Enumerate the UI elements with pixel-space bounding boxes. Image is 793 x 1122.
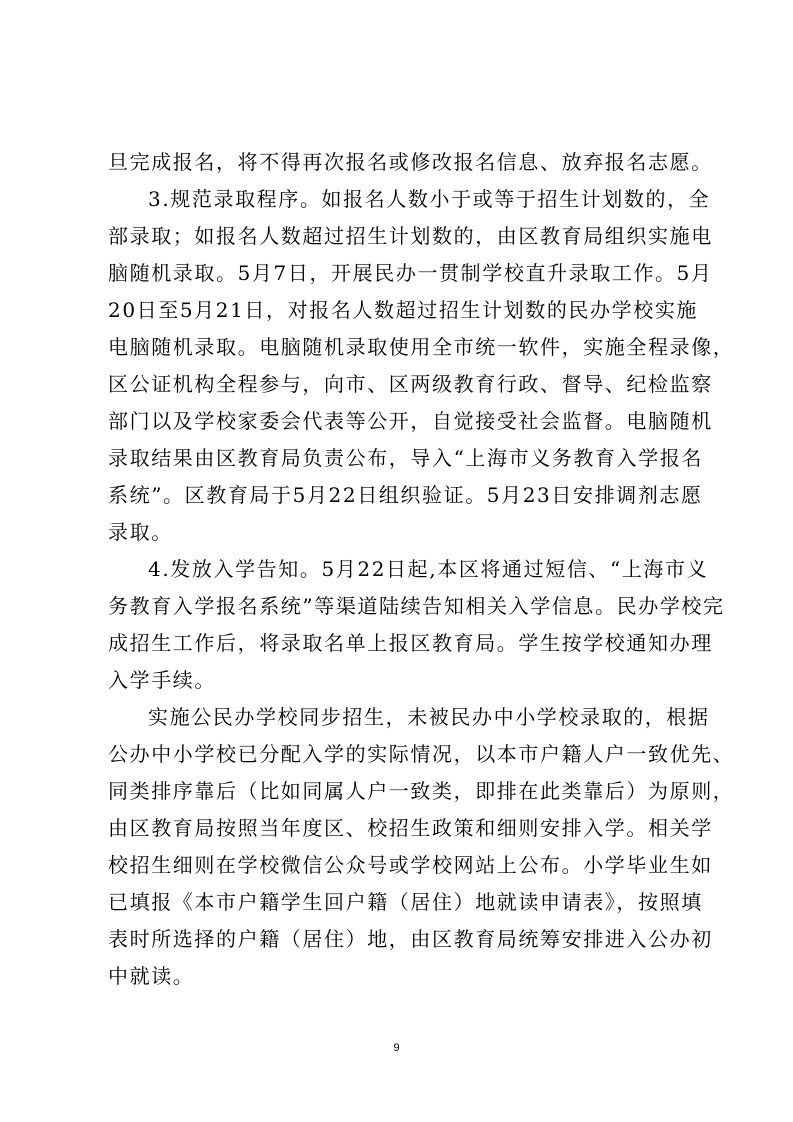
text-line: 由区教育局按照当年度区、校招生政策和细则安排入学。相关学 (108, 816, 713, 840)
paragraph-first-line: 实施公民办学校同步招生，未被民办中小学校录取的，根据 (148, 705, 710, 729)
text-line: 公办中小学校已分配入学的实际情况，以本市户籍人户一致优先、 (108, 742, 735, 766)
page-number: 9 (393, 1042, 400, 1054)
text-line: 旦完成报名，将不得再次报名或修改报名信息、放弃报名志愿。 (108, 150, 713, 174)
text-line: 校招生细则在学校微信公众号或学校网站上公布。小学毕业生如 (108, 853, 713, 877)
text-line: 系统”。区教育局于5月22日组织验证。5月23日安排调剂志愿 (108, 483, 703, 507)
text-line: 区公证机构全程参与，向市、区两级教育行政、督导、纪检监察 (108, 372, 713, 396)
text-line: 电脑随机录取。电脑随机录取使用全市统一软件，实施全程录像， (108, 335, 735, 359)
text-line: 同类排序靠后（比如同属人户一致类，即排在此类靠后）为原则， (108, 779, 735, 803)
text-line: 录取。 (108, 520, 173, 544)
text-line: 部门以及学校家委会代表等公开，自觉接受社会监督。电脑随机 (108, 409, 713, 433)
text-line: 已填报《本市户籍学生回户籍（居住）地就读申请表》，按照填 (108, 890, 703, 914)
text-line: 20日至5月21日，对报名人数超过招生计划数的民办学校实施 (108, 298, 699, 322)
text-line: 务教育入学报名系统”等渠道陆续告知相关入学信息。民办学校完 (108, 594, 725, 618)
text-line: 录取结果由区教育局负责公布，导入“上海市义务教育入学报名 (108, 446, 704, 470)
section-heading-line: 3.规范录取程序。如报名人数小于或等于招生计划数的，全 (148, 187, 711, 211)
text-line: 成招生工作后，将录取名单上报区教育局。学生按学校通知办理 (108, 631, 713, 655)
text-line: 中就读。 (108, 964, 195, 988)
text-line: 入学手续。 (108, 668, 216, 692)
text-line: 脑随机录取。5月7日，开展民办一贯制学校直升录取工作。5月 (108, 261, 713, 285)
text-line: 表时所选择的户籍（居住）地，由区教育局统筹安排进入公办初 (108, 927, 713, 951)
text-line: 部录取；如报名人数超过招生计划数的，由区教育局组织实施电 (108, 224, 713, 248)
section-heading-line: 4.发放入学告知。5月22日起,本区将通过短信、“上海市义 (148, 557, 709, 581)
